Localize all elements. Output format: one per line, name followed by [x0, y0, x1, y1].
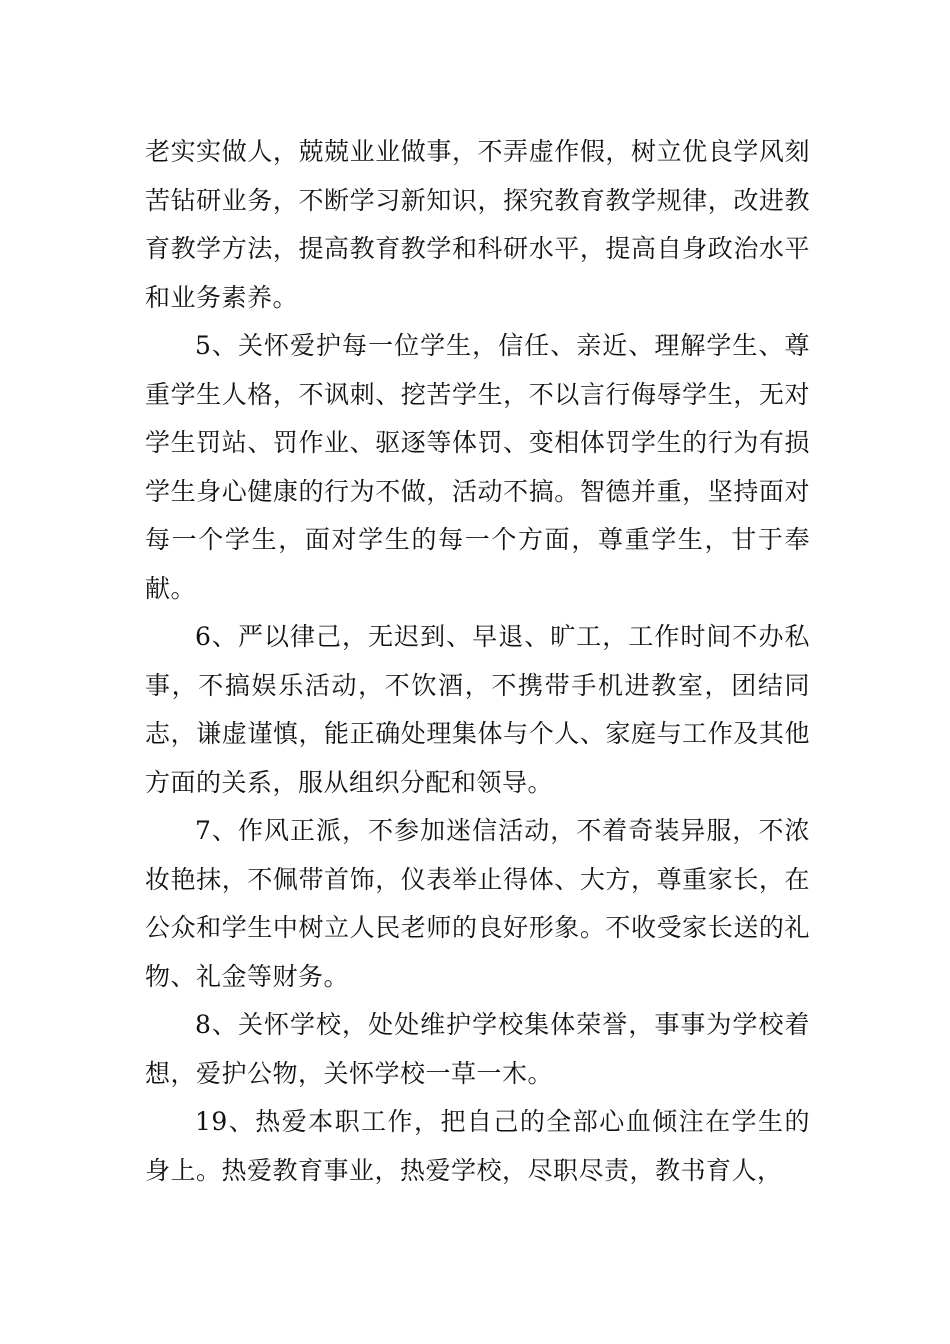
document-body	[145, 128, 810, 1195]
paragraph-item-19: 19、热爱本职工作，把自己的全部心血倾注在学生的身上。热爱教育事业，热爱学校，尽职尽责，教书育人，	[145, 1107, 810, 1185]
paragraph-item-5: 5、关怀爱护每一位学生，信任、亲近、理解学生、尊重学生人格，不讽刺、挖苦学生，不以言行侮辱学生，无对学生罚站、罚作业、驱逐等体罚、变相体罚学生的行为有损学生身心健康的行为不做，活动不搞。智德并重，坚持面对每一个学生，面对学生的每一个方面，尊重学生，甘于奉献。	[145, 331, 810, 603]
paragraph-item-8: 8、关怀学校，处处维护学校集体荣誉，事事为学校着想，爱护公物，关怀学校一草一木。	[145, 1010, 810, 1088]
paragraph-item-6: 6、严以律己，无迟到、早退、旷工，工作时间不办私事，不搞娱乐活动，不饮酒，不携带手机进教室，团结同志，谦虚谨慎，能正确处理集体与个人、家庭与工作及其他方面的关系，服从组织分配和领导。	[145, 622, 810, 797]
paragraph-continuation: 老实实做人，兢兢业业做事，不弄虚作假，树立优良学风刻苦钻研业务，不断学习新知识，探究教育教学规律，改进教育教学方法，提高教育教学和科研水平，提高自身政治水平和业务素养。	[145, 137, 810, 312]
paragraph-item-7: 7、作风正派，不参加迷信活动，不着奇装异服，不浓妆艳抹，不佩带首饰，仪表举止得体、大方，尊重家长，在公众和学生中树立人民老师的良好形象。不收受家长送的礼物、礼金等财务。	[145, 816, 810, 991]
